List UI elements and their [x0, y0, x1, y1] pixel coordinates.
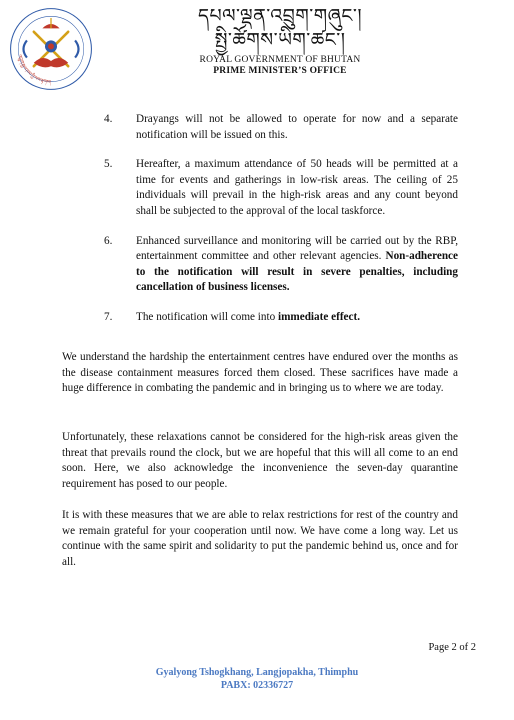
government-name: ROYAL GOVERNMENT OF BHUTAN: [199, 55, 361, 65]
letterhead: [120, 6, 440, 77]
office-name: PRIME MINISTER’S OFFICE: [213, 66, 347, 76]
list-text: [136, 310, 458, 326]
list-text: Drayangs will not be allowed to operate for now and a separate notification will be issued on this.: [136, 113, 458, 141]
page-number: Page 2 of 2: [428, 642, 476, 653]
footer-address: Gyalyong Tshogkhang, Langjopakha, Thimphu: [155, 667, 359, 678]
list-text: [136, 234, 458, 296]
list-text: Hereafter, a maximum attendance of 50 heads will be permitted at a time for events and gatherings in low-risk areas. The ceiling of 25 individuals will prevail in the high-risk areas and any count beyond shall be subjected to the approval of the local taskforce.: [136, 158, 458, 217]
emblem-ring-script: འབྲུག་རྒྱལ་ཁབ་ཀྱི་ལས་རྟགས།: [16, 54, 51, 86]
footer-pabx: PABX: 02336727: [220, 680, 294, 691]
dzongkha-title-line-1: དཔལ་ལྡན་འབྲུག་གཞུང་།: [197, 6, 363, 27]
list-text-plain: The notification will come into: [136, 310, 278, 323]
footer: [0, 666, 514, 692]
list-number: 7.: [104, 310, 113, 323]
list-number: 4.: [104, 113, 113, 125]
list-number: 6.: [104, 234, 113, 247]
royal-emblem-logo: [8, 6, 94, 92]
body-paragraph: Unfortunately, these relaxations cannot be considered for the high-risk areas given the threat that prevails round the clock, but we are hopeful that this will all come to an end soon. Here, we also acknowledge the inconvenience the seven-day quarantine requirement has posed to our people.: [62, 431, 458, 490]
list-text-bold: immediate effect.: [278, 310, 360, 323]
list-text-plain: Enhanced surveillance and monitoring will be carried out by the RBP, entertainment committee and other relevant agencies.: [136, 234, 458, 263]
list-item: [62, 157, 458, 219]
list-number: 5.: [104, 158, 113, 171]
list-item: [62, 234, 458, 296]
body-paragraph: We understand the hardship the entertainment centres have endured over the months as the disease containment measures forced them closed. These sacrifices have made a huge difference in combating the pandemic and in bringing us to where we are today.: [62, 351, 458, 395]
dzongkha-title-line-2: སྤྱི་ཚོགས་ཡིག་ཚང་།: [214, 30, 346, 51]
body-paragraph: It is with these measures that we are able to relax restrictions for rest of the country and we remain grateful for your cooperation until now. We have come a long way. Let us continue with the same spirit and solidarity to put the pandemic behind us, once and for all.: [62, 509, 458, 568]
numbered-list: [62, 112, 458, 340]
list-item: [62, 112, 458, 143]
list-item: [62, 310, 458, 326]
list-text-bold: Non-adherence to the notification will result in severe penalties, including cancellation of business licenses.: [136, 250, 458, 294]
